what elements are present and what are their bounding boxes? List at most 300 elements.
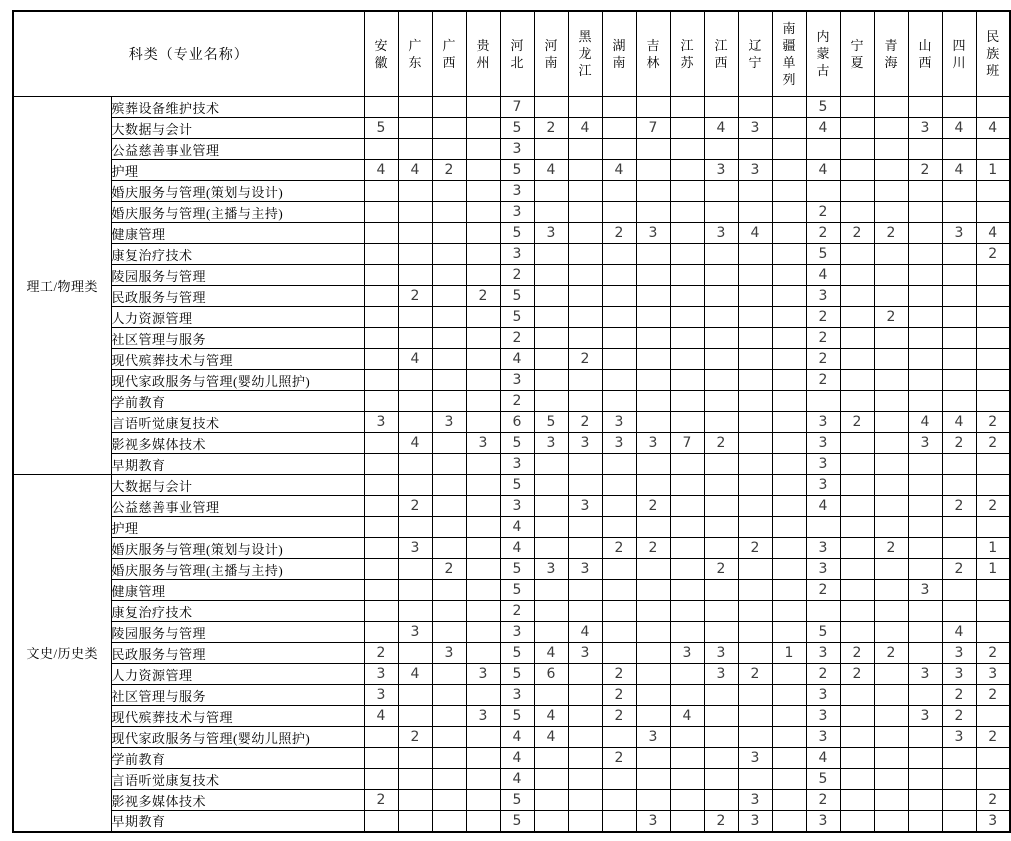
plan-count-cell: 3 [908, 118, 942, 139]
major-name: 言语听觉康复技术 [111, 412, 364, 433]
plan-count-cell: 2 [806, 349, 840, 370]
plan-count-cell [432, 265, 466, 286]
plan-count-cell [874, 328, 908, 349]
major-name: 言语听觉康复技术 [111, 769, 364, 790]
plan-count-cell [670, 622, 704, 643]
plan-count-cell: 3 [568, 559, 602, 580]
plan-count-cell [670, 580, 704, 601]
plan-count-cell [670, 244, 704, 265]
plan-count-cell: 3 [942, 664, 976, 685]
plan-count-cell [534, 328, 568, 349]
plan-count-cell [840, 139, 874, 160]
plan-count-cell [908, 349, 942, 370]
plan-count-cell: 3 [398, 538, 432, 559]
plan-count-cell: 4 [942, 622, 976, 643]
plan-count-cell [568, 328, 602, 349]
plan-count-cell [364, 559, 398, 580]
plan-count-cell [772, 538, 806, 559]
plan-count-cell: 2 [398, 727, 432, 748]
plan-count-cell [738, 181, 772, 202]
plan-count-cell: 4 [806, 496, 840, 517]
plan-count-cell: 3 [976, 811, 1010, 832]
plan-count-cell [466, 727, 500, 748]
plan-count-cell: 4 [500, 727, 534, 748]
plan-count-cell [772, 496, 806, 517]
plan-count-cell [364, 580, 398, 601]
plan-count-cell [976, 580, 1010, 601]
province-header-label: 黑龙江 [578, 29, 592, 78]
plan-count-cell: 2 [840, 223, 874, 244]
table-row [13, 370, 1010, 391]
province-header-label: 湖南 [612, 37, 626, 70]
plan-count-cell [874, 391, 908, 412]
plan-count-cell [466, 370, 500, 391]
plan-count-cell: 5 [806, 97, 840, 118]
plan-count-cell [602, 307, 636, 328]
plan-count-cell: 5 [806, 244, 840, 265]
plan-count-cell [976, 139, 1010, 160]
plan-count-cell [840, 391, 874, 412]
plan-count-cell [432, 307, 466, 328]
plan-count-cell [534, 496, 568, 517]
plan-count-cell [738, 496, 772, 517]
plan-count-cell [398, 328, 432, 349]
plan-count-cell: 4 [976, 118, 1010, 139]
plan-count-cell [534, 139, 568, 160]
plan-count-cell [908, 139, 942, 160]
plan-count-cell [942, 391, 976, 412]
plan-count-cell [976, 706, 1010, 727]
plan-count-cell: 3 [636, 223, 670, 244]
plan-count-cell: 7 [636, 118, 670, 139]
plan-count-cell [636, 181, 670, 202]
plan-count-cell: 3 [942, 643, 976, 664]
plan-count-cell [636, 748, 670, 769]
plan-count-cell [670, 265, 704, 286]
plan-count-cell [636, 559, 670, 580]
plan-count-cell [364, 811, 398, 832]
plan-count-cell [636, 601, 670, 622]
plan-count-cell: 2 [874, 307, 908, 328]
major-name: 婚庆服务与管理(策划与设计) [111, 538, 364, 559]
plan-count-cell [432, 391, 466, 412]
plan-count-cell [432, 244, 466, 265]
plan-count-cell: 4 [534, 727, 568, 748]
plan-count-cell: 4 [500, 769, 534, 790]
table-row [13, 328, 1010, 349]
plan-count-cell [568, 223, 602, 244]
plan-count-cell [534, 790, 568, 811]
plan-count-cell [602, 811, 636, 832]
plan-count-cell [738, 433, 772, 454]
table-row [13, 118, 1010, 139]
plan-count-cell [908, 307, 942, 328]
plan-count-cell [432, 580, 466, 601]
plan-count-cell: 3 [500, 139, 534, 160]
plan-count-cell: 5 [500, 160, 534, 181]
plan-count-cell [874, 370, 908, 391]
plan-count-cell [466, 559, 500, 580]
plan-count-cell: 3 [806, 286, 840, 307]
plan-count-cell [942, 265, 976, 286]
plan-count-cell [670, 790, 704, 811]
plan-count-cell: 3 [738, 748, 772, 769]
plan-count-cell: 3 [806, 538, 840, 559]
plan-count-cell [908, 328, 942, 349]
plan-count-cell: 5 [500, 118, 534, 139]
plan-count-cell [466, 202, 500, 223]
plan-count-cell [636, 349, 670, 370]
plan-count-cell [704, 475, 738, 496]
plan-count-cell [364, 517, 398, 538]
plan-count-cell [704, 265, 738, 286]
plan-count-cell [738, 97, 772, 118]
province-header-label: 河南 [544, 37, 558, 70]
plan-count-cell [636, 307, 670, 328]
plan-count-cell [636, 244, 670, 265]
plan-count-cell [364, 265, 398, 286]
plan-count-cell [874, 160, 908, 181]
plan-count-cell: 3 [568, 643, 602, 664]
plan-count-cell [874, 139, 908, 160]
plan-count-cell [874, 664, 908, 685]
plan-count-cell [568, 685, 602, 706]
major-name: 影视多媒体技术 [111, 790, 364, 811]
plan-count-cell [466, 790, 500, 811]
plan-count-cell [568, 664, 602, 685]
plan-count-cell: 5 [500, 706, 534, 727]
plan-count-cell [874, 202, 908, 223]
plan-count-cell [704, 370, 738, 391]
plan-count-cell [364, 622, 398, 643]
plan-count-cell [670, 412, 704, 433]
plan-count-cell [364, 181, 398, 202]
plan-count-cell [432, 475, 466, 496]
plan-count-cell [942, 286, 976, 307]
plan-count-cell [432, 181, 466, 202]
plan-count-cell [704, 496, 738, 517]
plan-count-cell [976, 181, 1010, 202]
plan-count-cell [568, 139, 602, 160]
plan-count-cell [772, 412, 806, 433]
plan-count-cell: 2 [568, 412, 602, 433]
plan-count-cell [432, 223, 466, 244]
plan-count-cell [534, 538, 568, 559]
plan-count-cell: 3 [704, 643, 738, 664]
plan-count-cell [364, 286, 398, 307]
plan-count-cell [534, 601, 568, 622]
plan-count-cell: 5 [500, 664, 534, 685]
plan-count-cell: 1 [976, 160, 1010, 181]
plan-count-cell: 3 [976, 664, 1010, 685]
plan-count-cell [398, 244, 432, 265]
table-row [13, 244, 1010, 265]
plan-count-cell: 3 [738, 790, 772, 811]
plan-count-cell [772, 622, 806, 643]
plan-count-cell [432, 328, 466, 349]
plan-count-cell: 4 [398, 160, 432, 181]
plan-count-cell [364, 97, 398, 118]
major-name: 陵园服务与管理 [111, 622, 364, 643]
plan-count-cell [364, 538, 398, 559]
province-header-label: 青海 [884, 37, 898, 70]
plan-count-cell [670, 664, 704, 685]
plan-count-cell [432, 496, 466, 517]
plan-count-cell: 5 [500, 643, 534, 664]
plan-count-cell [840, 328, 874, 349]
plan-count-cell [704, 202, 738, 223]
plan-count-cell: 2 [704, 559, 738, 580]
plan-count-cell [568, 538, 602, 559]
plan-count-cell [772, 769, 806, 790]
plan-count-cell [840, 454, 874, 475]
plan-count-cell [364, 454, 398, 475]
plan-count-cell [772, 244, 806, 265]
plan-count-cell: 3 [500, 496, 534, 517]
major-name: 早期教育 [111, 811, 364, 832]
plan-count-cell [670, 496, 704, 517]
plan-count-cell: 2 [432, 160, 466, 181]
plan-count-cell [670, 160, 704, 181]
plan-count-cell: 4 [738, 223, 772, 244]
plan-count-cell [738, 685, 772, 706]
plan-count-cell [840, 265, 874, 286]
major-name: 学前教育 [111, 391, 364, 412]
plan-count-cell [466, 601, 500, 622]
plan-count-cell [534, 307, 568, 328]
plan-count-cell: 2 [908, 160, 942, 181]
province-header-label: 河北 [510, 37, 524, 70]
plan-count-cell [670, 454, 704, 475]
plan-count-cell [942, 811, 976, 832]
province-header [602, 11, 636, 97]
plan-count-cell: 4 [534, 160, 568, 181]
plan-count-cell [772, 580, 806, 601]
plan-count-cell [636, 202, 670, 223]
table-row [13, 349, 1010, 370]
plan-count-cell [432, 685, 466, 706]
plan-count-cell: 4 [806, 118, 840, 139]
plan-count-cell [976, 370, 1010, 391]
plan-count-cell [602, 391, 636, 412]
province-header [636, 11, 670, 97]
province-header [806, 11, 840, 97]
plan-count-cell [670, 748, 704, 769]
table-row [13, 706, 1010, 727]
plan-count-cell: 3 [398, 622, 432, 643]
table-row [13, 202, 1010, 223]
plan-count-cell [534, 286, 568, 307]
plan-count-cell [942, 538, 976, 559]
plan-count-cell [806, 601, 840, 622]
plan-count-cell [772, 118, 806, 139]
plan-count-cell: 6 [500, 412, 534, 433]
major-name: 现代殡葬技术与管理 [111, 706, 364, 727]
plan-count-cell [568, 181, 602, 202]
plan-count-cell: 2 [432, 559, 466, 580]
plan-count-cell: 3 [636, 433, 670, 454]
plan-count-cell [840, 685, 874, 706]
plan-count-cell [908, 601, 942, 622]
plan-count-cell [840, 811, 874, 832]
major-name: 早期教育 [111, 454, 364, 475]
plan-count-cell [908, 265, 942, 286]
section-label: 理工/物理类 [13, 97, 111, 475]
plan-count-cell [466, 139, 500, 160]
plan-count-cell [568, 244, 602, 265]
plan-count-cell [670, 727, 704, 748]
plan-count-cell: 3 [636, 727, 670, 748]
plan-count-cell [976, 286, 1010, 307]
plan-count-cell: 1 [976, 559, 1010, 580]
plan-count-cell: 2 [602, 223, 636, 244]
plan-count-cell [806, 181, 840, 202]
plan-count-cell: 2 [364, 643, 398, 664]
major-name: 婚庆服务与管理(主播与主持) [111, 559, 364, 580]
plan-count-cell [942, 202, 976, 223]
plan-count-cell: 2 [500, 601, 534, 622]
plan-count-cell [432, 538, 466, 559]
plan-count-cell [602, 601, 636, 622]
plan-count-cell [908, 244, 942, 265]
plan-count-cell [942, 181, 976, 202]
plan-count-cell [772, 349, 806, 370]
plan-count-cell [568, 202, 602, 223]
plan-count-cell [636, 265, 670, 286]
plan-count-cell: 2 [806, 370, 840, 391]
plan-count-cell [874, 727, 908, 748]
plan-count-cell [398, 685, 432, 706]
plan-count-cell [942, 790, 976, 811]
plan-count-cell [602, 97, 636, 118]
province-header-label: 江西 [714, 37, 728, 70]
table-row [13, 475, 1010, 496]
plan-count-cell [466, 181, 500, 202]
plan-count-cell [840, 202, 874, 223]
plan-count-cell: 2 [806, 580, 840, 601]
plan-count-cell [976, 517, 1010, 538]
plan-count-cell: 3 [806, 454, 840, 475]
plan-count-cell [908, 370, 942, 391]
plan-count-cell [772, 811, 806, 832]
plan-count-cell: 4 [806, 748, 840, 769]
plan-count-cell [364, 328, 398, 349]
plan-count-cell [738, 244, 772, 265]
table-row [13, 412, 1010, 433]
major-name: 现代殡葬技术与管理 [111, 349, 364, 370]
plan-count-cell [466, 643, 500, 664]
plan-count-cell [942, 97, 976, 118]
table-row [13, 286, 1010, 307]
plan-count-cell [636, 706, 670, 727]
plan-count-cell [772, 517, 806, 538]
major-name: 民政服务与管理 [111, 643, 364, 664]
plan-count-cell: 2 [602, 538, 636, 559]
plan-count-cell: 4 [364, 160, 398, 181]
plan-count-cell: 2 [942, 559, 976, 580]
plan-count-cell [432, 370, 466, 391]
major-name: 大数据与会计 [111, 475, 364, 496]
plan-count-cell [772, 475, 806, 496]
plan-count-cell: 4 [500, 538, 534, 559]
major-name: 公益慈善事业管理 [111, 496, 364, 517]
plan-count-cell [874, 181, 908, 202]
plan-count-cell [364, 370, 398, 391]
plan-count-cell [466, 517, 500, 538]
plan-count-cell [534, 181, 568, 202]
plan-count-cell [466, 328, 500, 349]
plan-count-cell [466, 748, 500, 769]
plan-count-cell [772, 181, 806, 202]
plan-count-cell: 3 [806, 412, 840, 433]
plan-count-cell [772, 202, 806, 223]
plan-count-cell [942, 139, 976, 160]
plan-count-cell: 3 [364, 685, 398, 706]
plan-count-cell: 3 [364, 664, 398, 685]
plan-count-cell [670, 97, 704, 118]
plan-count-cell [602, 244, 636, 265]
plan-count-cell [874, 559, 908, 580]
major-name: 人力资源管理 [111, 664, 364, 685]
plan-count-cell [432, 622, 466, 643]
plan-count-cell [942, 580, 976, 601]
plan-count-cell [942, 748, 976, 769]
plan-count-cell [364, 349, 398, 370]
province-header-label: 广东 [408, 37, 422, 70]
plan-count-cell: 2 [806, 202, 840, 223]
plan-count-cell [466, 391, 500, 412]
plan-count-cell [976, 622, 1010, 643]
plan-count-cell [704, 580, 738, 601]
plan-count-cell [704, 601, 738, 622]
plan-count-cell [840, 748, 874, 769]
table-row [13, 433, 1010, 454]
plan-count-cell [636, 664, 670, 685]
plan-count-cell: 3 [568, 433, 602, 454]
plan-count-cell [636, 139, 670, 160]
plan-count-cell [840, 601, 874, 622]
plan-count-cell [874, 601, 908, 622]
plan-count-cell: 2 [976, 244, 1010, 265]
plan-count-cell [432, 517, 466, 538]
plan-count-cell: 2 [704, 433, 738, 454]
plan-count-cell: 2 [942, 706, 976, 727]
plan-count-cell [398, 118, 432, 139]
plan-count-cell: 3 [466, 433, 500, 454]
plan-count-cell [568, 391, 602, 412]
plan-count-cell [466, 811, 500, 832]
province-header-label: 安徽 [374, 37, 388, 70]
province-header-label: 吉林 [646, 37, 660, 70]
plan-count-cell: 5 [534, 412, 568, 433]
plan-count-cell [398, 706, 432, 727]
corner-header: 科类（专业名称） [13, 11, 364, 97]
plan-count-cell [976, 391, 1010, 412]
plan-count-cell [840, 496, 874, 517]
plan-count-cell: 5 [500, 286, 534, 307]
plan-count-cell [976, 769, 1010, 790]
plan-count-cell [636, 391, 670, 412]
plan-count-cell [772, 685, 806, 706]
plan-count-cell [670, 181, 704, 202]
plan-count-cell [738, 601, 772, 622]
plan-count-cell [636, 475, 670, 496]
plan-count-cell [364, 475, 398, 496]
plan-count-cell [670, 223, 704, 244]
plan-count-cell [806, 139, 840, 160]
plan-count-cell: 2 [602, 748, 636, 769]
plan-count-cell [602, 370, 636, 391]
